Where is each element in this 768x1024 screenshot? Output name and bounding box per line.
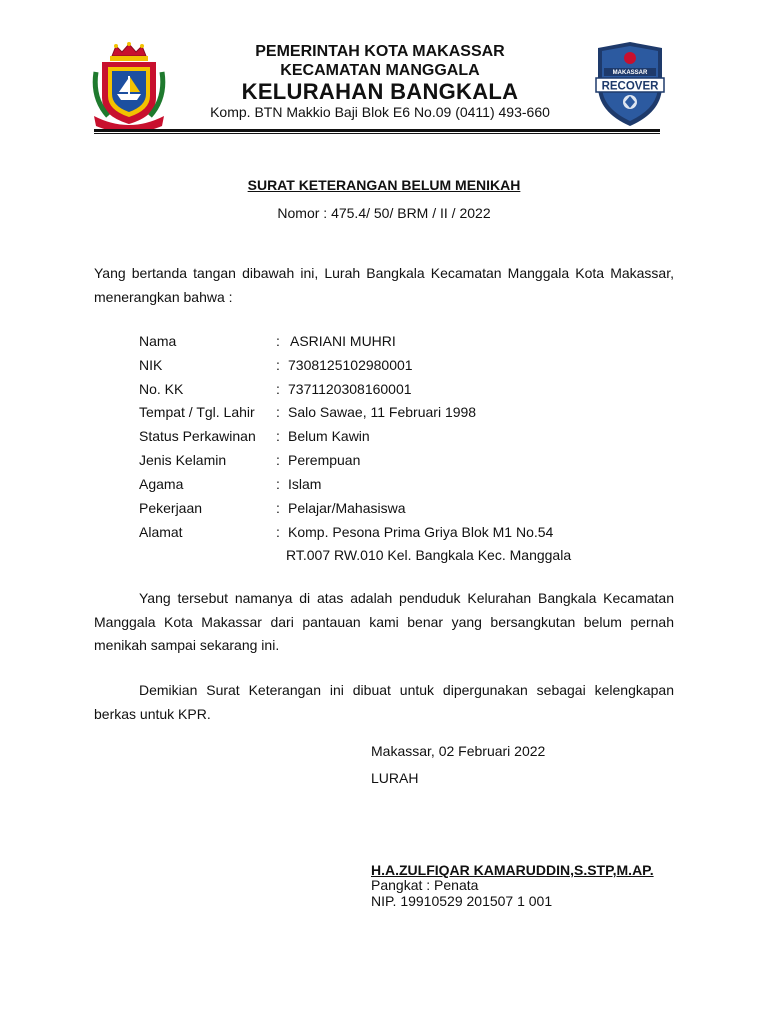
field-colon: : bbox=[276, 500, 280, 516]
field-value: Komp. Pesona Prima Griya Blok M1 No.54 bbox=[288, 524, 554, 540]
header-village: KELURAHAN BANGKALA bbox=[241, 79, 519, 104]
field-label: Status Perkawinan bbox=[139, 428, 256, 444]
field-colon: : bbox=[276, 381, 280, 397]
field-value: Belum Kawin bbox=[288, 428, 370, 444]
field-colon: : bbox=[276, 428, 280, 444]
makassar-recover-shield-icon bbox=[594, 40, 666, 128]
signature-name: H.A.ZULFIQAR KAMARUDDIN,S.STP,M.AP. bbox=[371, 862, 654, 878]
field-label: Jenis Kelamin bbox=[139, 452, 227, 468]
field-colon: : bbox=[276, 476, 280, 492]
header-address: Komp. BTN Makkio Baji Blok E6 No.09 (0411) 493-660 bbox=[210, 104, 550, 120]
field-value: 7308125102980001 bbox=[288, 357, 413, 373]
header-government: PEMERINTAH KOTA MAKASSAR bbox=[255, 43, 505, 60]
header-divider-thin bbox=[94, 133, 660, 134]
field-label: Agama bbox=[139, 476, 184, 492]
document-number: Nomor : 475.4/ 50/ BRM / II / 2022 bbox=[277, 205, 491, 221]
closing-paragraph: Demikian Surat Keterangan ini dibuat untuk dipergunakan sebagai kelengkapan berkas untuk KPR. bbox=[94, 682, 674, 722]
header-district: KECAMATAN MANGGALA bbox=[280, 62, 480, 79]
document-title: SURAT KETERANGAN BELUM MENIKAH bbox=[247, 177, 521, 193]
field-colon: : bbox=[276, 333, 280, 349]
field-colon: : bbox=[276, 452, 280, 468]
field-label: Pekerjaan bbox=[139, 500, 203, 516]
intro-paragraph: Yang bertanda tangan dibawah ini, Lurah Bangkala Kecamatan Manggala Kota Makassar, menerangkan bahwa : bbox=[94, 265, 674, 305]
field-value: Perempuan bbox=[288, 452, 361, 468]
field-value: ASRIANI MUHRI bbox=[290, 333, 396, 349]
field-label: NIK bbox=[139, 357, 163, 373]
field-colon: : bbox=[276, 357, 280, 373]
field-label: No. KK bbox=[139, 381, 184, 397]
header-divider-thick bbox=[94, 129, 660, 132]
field-value: Pelajar/Mahasiswa bbox=[288, 500, 406, 516]
field-value: 7371120308160001 bbox=[288, 381, 412, 397]
field-label: Alamat bbox=[139, 524, 183, 540]
recover-top-text: MAKASSAR bbox=[612, 70, 648, 76]
field-colon: : bbox=[276, 524, 280, 540]
field-label: Tempat / Tgl. Lahir bbox=[139, 404, 255, 420]
statement-paragraph: Yang tersebut namanya di atas adalah penduduk Kelurahan Bangkala Kecamatan Manggala Kota Makassar dari pantauan kami benar yang bersangkutan belum pernah menikah sampai sekarang ini. bbox=[94, 590, 674, 653]
signature-place-date: Makassar, 02 Februari 2022 bbox=[371, 743, 546, 759]
recover-main-text: RECOVER bbox=[601, 80, 659, 93]
signature-rank: Pangkat : Penata bbox=[371, 877, 479, 893]
field-value: Salo Sawae, 11 Februari 1998 bbox=[288, 404, 477, 420]
signature-nip: NIP. 19910529 201507 1 001 bbox=[371, 893, 553, 909]
field-value: RT.007 RW.010 Kel. Bangkala Kec. Manggala bbox=[286, 547, 572, 563]
makassar-city-crest-icon bbox=[90, 42, 168, 132]
signature-position: LURAH bbox=[371, 770, 419, 786]
field-label: Nama bbox=[139, 333, 177, 349]
field-value: Islam bbox=[288, 476, 322, 492]
field-colon: : bbox=[276, 404, 280, 420]
